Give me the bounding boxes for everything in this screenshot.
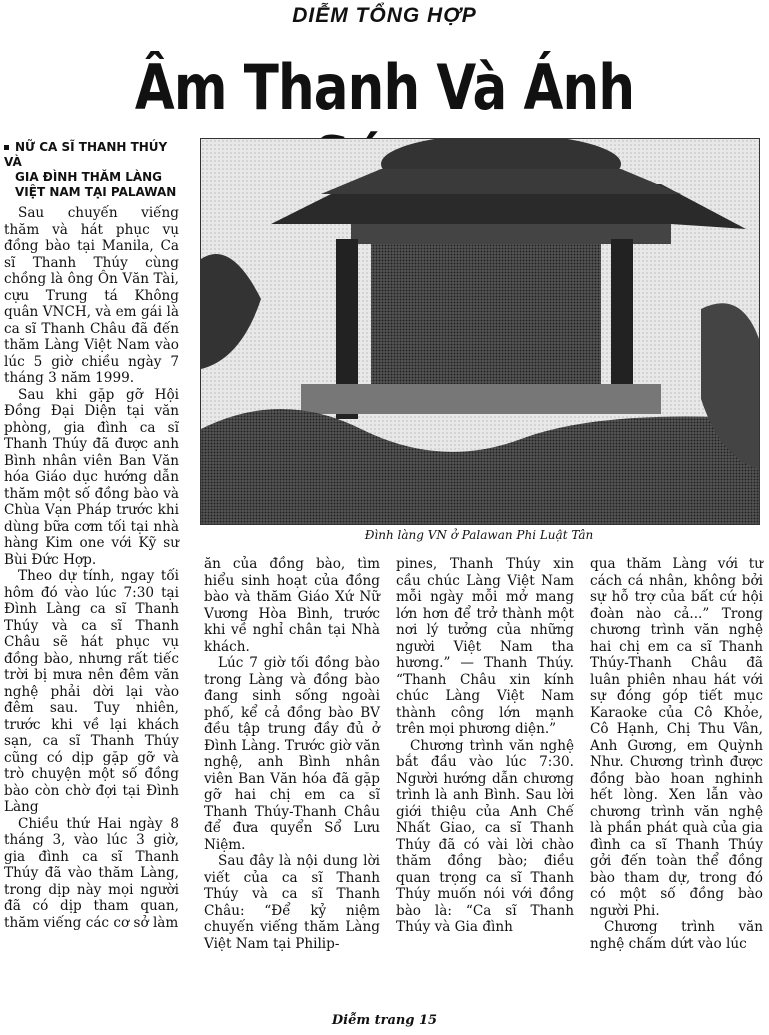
paragraph: Sau đây là nội dung lời viết của ca sĩ Thanh Thúy và ca sĩ Thanh Châu: “Để kỷ niệm chuyến viếng thăm Làng Việt Nam tại Philip- [204, 853, 380, 952]
paragraph: Chiều thứ Hai ngày 8 tháng 3, vào lúc 3 giờ, gia đình ca sĩ Thanh Thúy đã vào thăm Làng, trong dịp này mọi người đã có dịp tham quan, thăm viếng các cơ sở làm [4, 815, 179, 931]
paragraph: ăn của đồng bào, tìm hiểu sinh hoạt của đồng bào và thăm Giáo Xứ Nữ Vương Hòa Bình, trước khi về nghỉ chân tại Nhà khách. [204, 556, 380, 655]
photo-caption: Đình làng VN ở Palawan Phi Luật Tân [364, 528, 594, 542]
article-column-3 [396, 556, 574, 936]
article-column-1 [4, 205, 179, 931]
subheadline [4, 140, 184, 200]
subhead-line-1: NỮ CA SĨ THANH THÚY VÀ [4, 140, 168, 169]
bullet-icon [4, 145, 9, 150]
paragraph: Theo dự tính, ngay tối hôm đó vào lúc 7:30 tại Đình Làng ca sĩ Thanh Thúy và ca sĩ Thanh Châu sẽ hát phục vụ đồng bào, nhưng rất tiếc trời bị mưa nên đêm văn nghệ phải dời lại vào đêm sau. Tuy nhiên, trước khi về lại khách sạn, ca sĩ Thanh Thúy cũng có dịp gặp gỡ và trò chuyện một số đồng bào còn chờ đợi tại Đình Làng [4, 568, 179, 815]
paragraph: Lúc 7 giờ tối đồng bào trong Làng và đồng bào đang sinh sống ngoài phố, kể cả đồng bào BV đều tập trung đầy đủ ở Đình Làng. Trước giờ văn nghệ, anh Bình nhân viên Ban Văn hóa đã gặp gỡ hai chị em ca sĩ Thanh Thúy-Thanh Châu để đưa quyển Sổ Lưu Niệm. [204, 655, 380, 853]
headline: Âm Thanh Và Ánh [134, 51, 635, 124]
village-pavilion-photo [200, 138, 760, 525]
paragraph: Sau chuyến viếng thăm và hát phục vụ đồng bào tại Manila, Ca sĩ Thanh Thúy cùng chồng là ông Ôn Văn Tài, cựu Trung tá Không quân VNCH, và em gái là ca sĩ Thanh Châu đã đến thăm Làng Việt Nam vào lúc 5 giờ chiều ngày 7 tháng 3 năm 1999. [4, 205, 179, 386]
paragraph: Chương trình văn nghệ chấm dứt vào lúc [590, 919, 763, 952]
paragraph: Sau khi gặp gỡ Hội Đồng Đại Diện tại văn phòng, gia đình ca sĩ Thanh Thúy đã được anh Bình nhân viên Ban Văn hóa Giáo dục hướng dẫn thăm một số đồng bào và Chùa Vạn Pháp trước khi dùng bữa cơm tối tại nhà hàng Kim one với Kỹ sư Bùi Đức Hợp. [4, 386, 179, 568]
article-column-2 [204, 556, 380, 952]
page-footer: Diễm trang 15 [331, 1013, 438, 1028]
subhead-line-2: GIA ĐÌNH THĂM LÀNG [15, 170, 163, 184]
article-column-4 [590, 556, 763, 952]
subhead-line-3: VIỆT NAM TẠI PALAWAN [15, 185, 177, 199]
paragraph: pines, Thanh Thúy xin cầu chúc Làng Việt Nam mỗi ngày mỗi mở mang lớn hơn để trở thành một nơi lý tưởng của những người Việt Nam tha hương.” — Thanh Thúy. “Thanh Châu xin kính chúc Làng Việt Nam thành công lớn mạnh trên mọi phương diện.” [396, 556, 574, 737]
section-title: DIỄM TỔNG HỢP [292, 4, 477, 27]
paragraph: qua thăm Làng với tư cách cá nhân, không bởi sự hỗ trợ của bất cứ hội đoàn nào cả...” Trong chương trình văn nghệ hai chị em ca sĩ Thanh Thúy-Thanh Châu đã luân phiên nhau hát với sự đóng góp tiết mục Karaoke của Cô Khỏe, Cô Hạnh, Chị Thu Vân, Anh Gương, em Quỳnh Như. Chương trình được đồng bào hoan nghinh hết lòng. Xen lẫn vào chương trình văn nghệ là phần phát quà của gia đình ca sĩ Thanh Thúy gởi đến toàn thể đồng bào tham dự, trong đó có một số đồng bào người Phi. [590, 556, 763, 919]
paragraph: Chương trình văn nghệ bắt đầu vào lúc 7:30. Người hướng dẫn chương trình là anh Bình. Sau lời giới thiệu của Anh Chế Nhất Giao, ca sĩ Thanh Thúy đã có vài lời chào thăm đồng bào; điều quan trọng ca sĩ Thanh Thúy muốn nói với đồng bào là: “Ca sĩ Thanh Thúy và Gia đình [396, 737, 574, 935]
